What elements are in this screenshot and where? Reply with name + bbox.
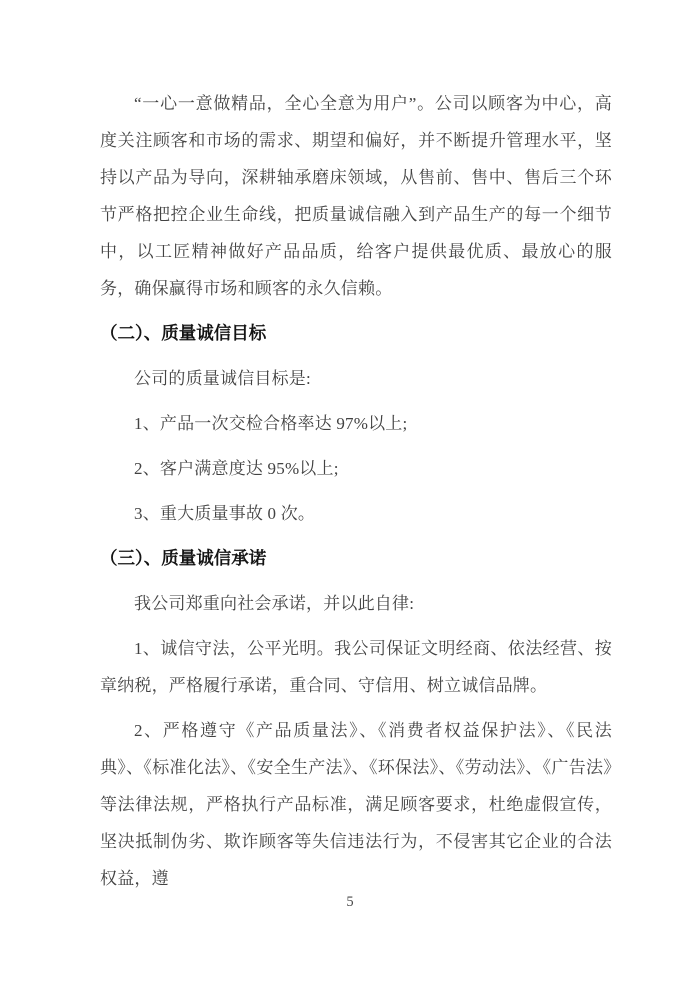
paragraph-goals-intro: 公司的质量诚信目标是: xyxy=(134,369,311,388)
page-number: 5 xyxy=(346,894,354,910)
list-item-goal-3: 3、重大质量事故 0 次。 xyxy=(134,504,316,523)
heading-quality-integrity-commitments: （三）、质量诚信承诺 xyxy=(100,548,267,568)
list-item-goal-2: 2、客户满意度达 95%以上; xyxy=(134,459,339,478)
document-body xyxy=(100,85,612,905)
heading-quality-integrity-goals: （二）、质量诚信目标 xyxy=(100,323,267,343)
paragraph-commitment-intro: 我公司郑重向社会承诺，并以此自律: xyxy=(134,594,415,613)
paragraph-quality-policy: “一心一意做精品，全心全意为用户”。公司以顾客为中心，高度关注顾客和市场的需求、期望和偏好，并不断提升管理水平，坚持以产品为导向，深耕轴承磨床领域，从售前、售中、售后三个环节严格把控企业生命线，把质量诚信融入到产品生产的每一个细节中，以工匠精神做好产品品质，给客户提供最优质、最放心的服务，确保赢得市场和顾客的永久信赖。 xyxy=(100,94,612,298)
paragraph-commitment-1: 1、诚信守法，公平光明。我公司保证文明经商、依法经营、按章纳税，严格履行承诺，重合同、守信用、树立诚信品牌。 xyxy=(100,639,612,695)
list-item-goal-1: 1、产品一次交检合格率达 97%以上; xyxy=(134,414,408,433)
paragraph-commitment-2: 2、严格遵守《产品质量法》、《消费者权益保护法》、《民法典》、《标准化法》、《安全生产法》、《环保法》、《劳动法》、《广告法》等法律法规，严格执行产品标准，满足顾客要求，杜绝虚假宣传，坚决抵制伪劣、欺诈顾客等失信违法行为，不侵害其它企业的合法权益，遵 xyxy=(100,721,612,888)
